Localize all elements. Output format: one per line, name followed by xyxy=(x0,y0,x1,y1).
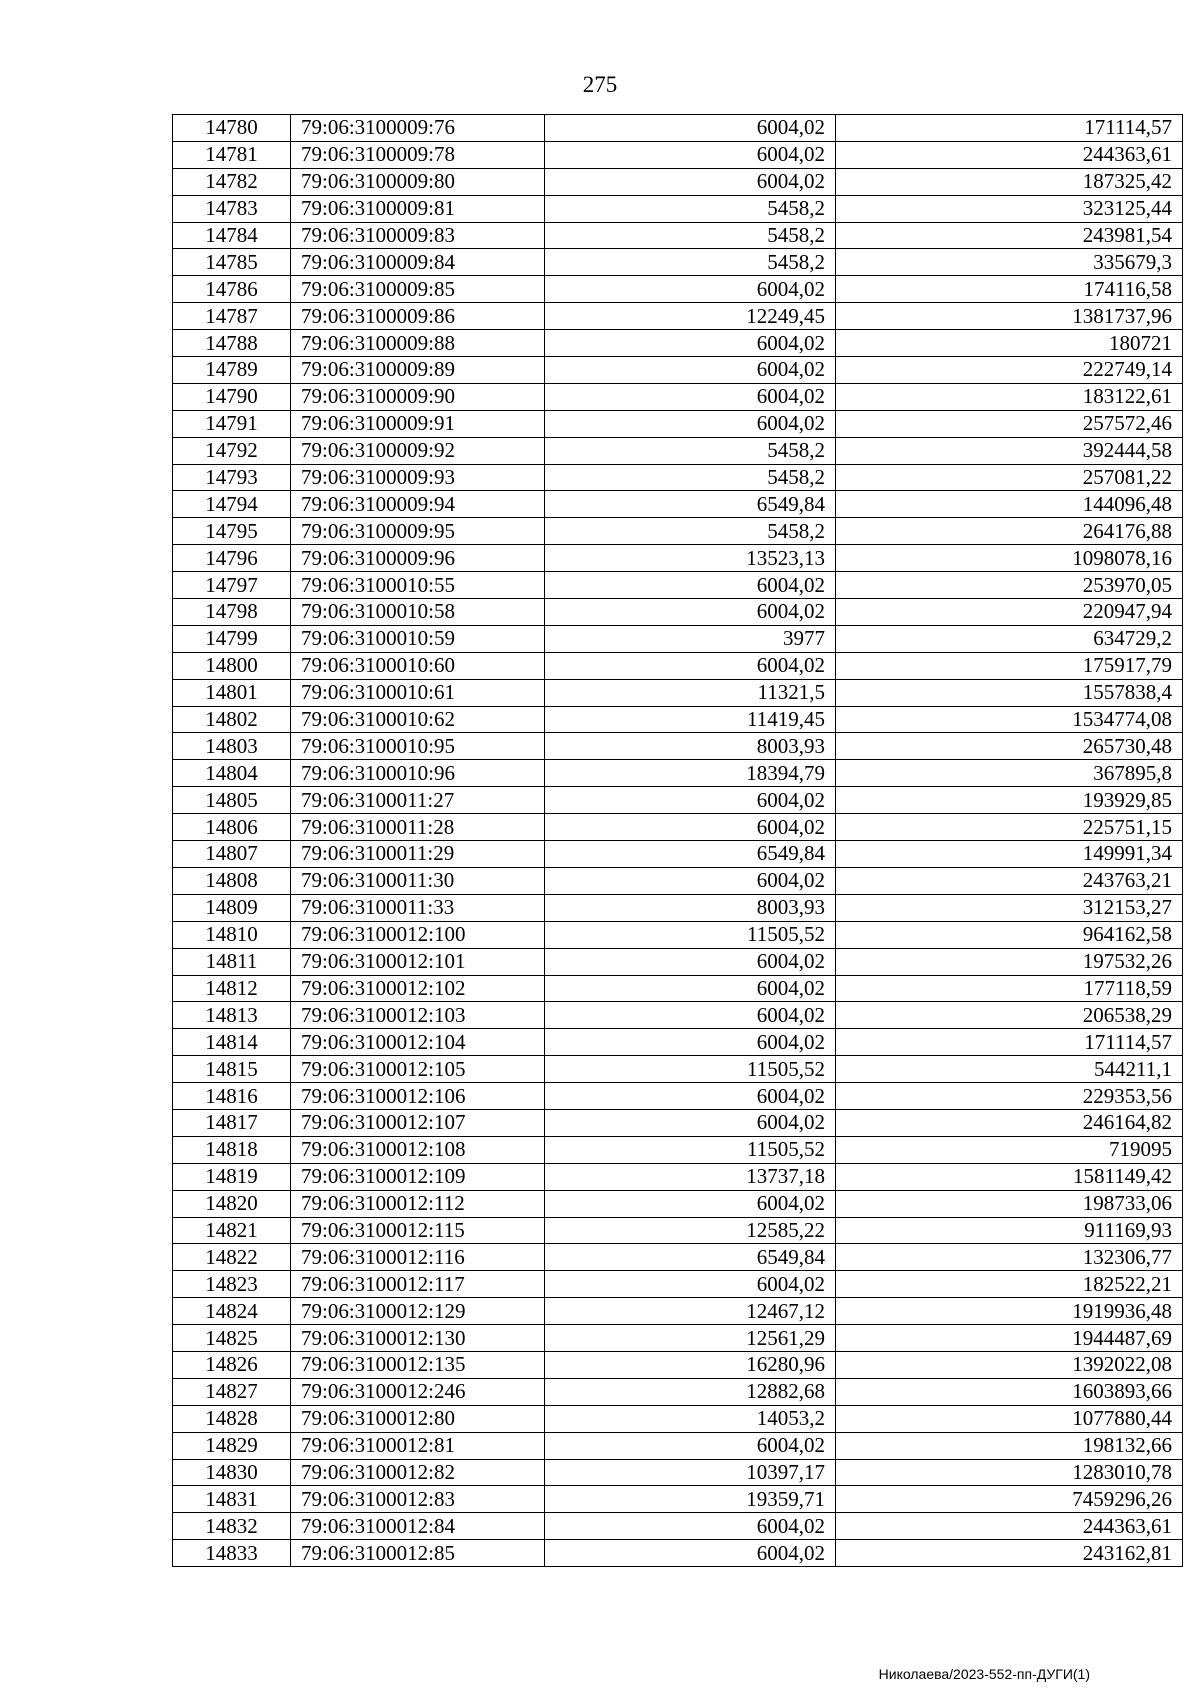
row-number-cell: 14780 xyxy=(173,115,291,142)
row-number-cell: 14828 xyxy=(173,1405,291,1432)
cadastral-number-cell: 79:06:3100009:95 xyxy=(291,518,545,545)
table-row xyxy=(173,303,1183,330)
cadastral-number-cell: 79:06:3100009:88 xyxy=(291,330,545,357)
table-row xyxy=(173,1432,1183,1459)
table-row xyxy=(173,276,1183,303)
value-cell: 719095 xyxy=(836,1136,1183,1163)
cadastral-number-cell: 79:06:3100010:55 xyxy=(291,572,545,599)
value-cell: 132306,77 xyxy=(836,1244,1183,1271)
area-cell: 6004,02 xyxy=(545,410,836,437)
area-cell: 5458,2 xyxy=(545,249,836,276)
row-number-cell: 14788 xyxy=(173,330,291,357)
table-row xyxy=(173,921,1183,948)
area-cell: 6004,02 xyxy=(545,652,836,679)
value-cell: 1392022,08 xyxy=(836,1351,1183,1378)
row-number-cell: 14786 xyxy=(173,276,291,303)
table-row xyxy=(173,1351,1183,1378)
cadastral-number-cell: 79:06:3100009:89 xyxy=(291,357,545,384)
cadastral-number-cell: 79:06:3100012:112 xyxy=(291,1190,545,1217)
row-number-cell: 14813 xyxy=(173,1002,291,1029)
row-number-cell: 14789 xyxy=(173,357,291,384)
area-cell: 6004,02 xyxy=(545,115,836,142)
table-row xyxy=(173,545,1183,572)
cadastral-number-cell: 79:06:3100012:105 xyxy=(291,1056,545,1083)
row-number-cell: 14812 xyxy=(173,975,291,1002)
row-number-cell: 14790 xyxy=(173,383,291,410)
value-cell: 264176,88 xyxy=(836,518,1183,545)
value-cell: 244363,61 xyxy=(836,1513,1183,1540)
table-row xyxy=(173,1513,1183,1540)
area-cell: 12467,12 xyxy=(545,1298,836,1325)
cadastral-number-cell: 79:06:3100012:115 xyxy=(291,1217,545,1244)
area-cell: 6549,84 xyxy=(545,1244,836,1271)
row-number-cell: 14831 xyxy=(173,1486,291,1513)
area-cell: 6004,02 xyxy=(545,1432,836,1459)
value-cell: 175917,79 xyxy=(836,652,1183,679)
row-number-cell: 14787 xyxy=(173,303,291,330)
table-row xyxy=(173,383,1183,410)
area-cell: 8003,93 xyxy=(545,733,836,760)
table-row xyxy=(173,1325,1183,1352)
row-number-cell: 14833 xyxy=(173,1540,291,1567)
value-cell: 206538,29 xyxy=(836,1002,1183,1029)
table-row xyxy=(173,867,1183,894)
row-number-cell: 14798 xyxy=(173,599,291,626)
row-number-cell: 14824 xyxy=(173,1298,291,1325)
row-number-cell: 14781 xyxy=(173,141,291,168)
table-row xyxy=(173,975,1183,1002)
area-cell: 12561,29 xyxy=(545,1325,836,1352)
area-cell: 6004,02 xyxy=(545,814,836,841)
table-row xyxy=(173,195,1183,222)
cadastral-number-cell: 79:06:3100009:85 xyxy=(291,276,545,303)
table-row xyxy=(173,249,1183,276)
value-cell: 171114,57 xyxy=(836,115,1183,142)
cadastral-number-cell: 79:06:3100011:33 xyxy=(291,894,545,921)
area-cell: 6004,02 xyxy=(545,1513,836,1540)
area-cell: 6004,02 xyxy=(545,867,836,894)
table-row xyxy=(173,1271,1183,1298)
area-cell: 5458,2 xyxy=(545,222,836,249)
cadastral-number-cell: 79:06:3100010:58 xyxy=(291,599,545,626)
value-cell: 7459296,26 xyxy=(836,1486,1183,1513)
table-row xyxy=(173,1405,1183,1432)
value-cell: 243981,54 xyxy=(836,222,1183,249)
row-number-cell: 14822 xyxy=(173,1244,291,1271)
area-cell: 11505,52 xyxy=(545,1136,836,1163)
area-cell: 6004,02 xyxy=(545,599,836,626)
area-cell: 16280,96 xyxy=(545,1351,836,1378)
table-row xyxy=(173,1163,1183,1190)
value-cell: 244363,61 xyxy=(836,141,1183,168)
value-cell: 174116,58 xyxy=(836,276,1183,303)
cadastral-number-cell: 79:06:3100009:83 xyxy=(291,222,545,249)
table-body xyxy=(173,115,1183,1567)
area-cell: 6004,02 xyxy=(545,1109,836,1136)
row-number-cell: 14804 xyxy=(173,760,291,787)
cadastral-number-cell: 79:06:3100009:76 xyxy=(291,115,545,142)
area-cell: 3977 xyxy=(545,625,836,652)
row-number-cell: 14811 xyxy=(173,948,291,975)
area-cell: 13523,13 xyxy=(545,545,836,572)
cadastral-number-cell: 79:06:3100012:80 xyxy=(291,1405,545,1432)
value-cell: 335679,3 xyxy=(836,249,1183,276)
row-number-cell: 14829 xyxy=(173,1432,291,1459)
area-cell: 6004,02 xyxy=(545,1029,836,1056)
area-cell: 11505,52 xyxy=(545,921,836,948)
cadastral-number-cell: 79:06:3100009:93 xyxy=(291,464,545,491)
value-cell: 149991,34 xyxy=(836,841,1183,868)
row-number-cell: 14784 xyxy=(173,222,291,249)
value-cell: 911169,93 xyxy=(836,1217,1183,1244)
value-cell: 180721 xyxy=(836,330,1183,357)
row-number-cell: 14791 xyxy=(173,410,291,437)
row-number-cell: 14832 xyxy=(173,1513,291,1540)
value-cell: 1077880,44 xyxy=(836,1405,1183,1432)
page-number: 275 xyxy=(582,72,618,97)
value-cell: 193929,85 xyxy=(836,787,1183,814)
value-cell: 257081,22 xyxy=(836,464,1183,491)
cadastral-number-cell: 79:06:3100012:81 xyxy=(291,1432,545,1459)
area-cell: 18394,79 xyxy=(545,760,836,787)
area-cell: 12585,22 xyxy=(545,1217,836,1244)
table-row xyxy=(173,652,1183,679)
row-number-cell: 14821 xyxy=(173,1217,291,1244)
area-cell: 12249,45 xyxy=(545,303,836,330)
row-number-cell: 14793 xyxy=(173,464,291,491)
cadastral-number-cell: 79:06:3100012:100 xyxy=(291,921,545,948)
cadastral-number-cell: 79:06:3100012:107 xyxy=(291,1109,545,1136)
area-cell: 11419,45 xyxy=(545,706,836,733)
row-number-cell: 14783 xyxy=(173,195,291,222)
area-cell: 5458,2 xyxy=(545,464,836,491)
row-number-cell: 14827 xyxy=(173,1378,291,1405)
row-number-cell: 14796 xyxy=(173,545,291,572)
value-cell: 1581149,42 xyxy=(836,1163,1183,1190)
value-cell: 222749,14 xyxy=(836,357,1183,384)
table-row xyxy=(173,1190,1183,1217)
table-row xyxy=(173,141,1183,168)
table-row xyxy=(173,948,1183,975)
area-cell: 11321,5 xyxy=(545,679,836,706)
value-cell: 171114,57 xyxy=(836,1029,1183,1056)
table-row xyxy=(173,1109,1183,1136)
table-row xyxy=(173,1136,1183,1163)
cadastral-number-cell: 79:06:3100010:59 xyxy=(291,625,545,652)
cadastral-number-cell: 79:06:3100012:103 xyxy=(291,1002,545,1029)
row-number-cell: 14797 xyxy=(173,572,291,599)
row-number-cell: 14807 xyxy=(173,841,291,868)
value-cell: 198733,06 xyxy=(836,1190,1183,1217)
cadastral-number-cell: 79:06:3100012:135 xyxy=(291,1351,545,1378)
area-cell: 6004,02 xyxy=(545,572,836,599)
area-cell: 6004,02 xyxy=(545,383,836,410)
row-number-cell: 14792 xyxy=(173,437,291,464)
area-cell: 5458,2 xyxy=(545,437,836,464)
value-cell: 177118,59 xyxy=(836,975,1183,1002)
cadastral-number-cell: 79:06:3100009:81 xyxy=(291,195,545,222)
value-cell: 243763,21 xyxy=(836,867,1183,894)
value-cell: 367895,8 xyxy=(836,760,1183,787)
value-cell: 1098078,16 xyxy=(836,545,1183,572)
row-number-cell: 14814 xyxy=(173,1029,291,1056)
cadastral-number-cell: 79:06:3100012:130 xyxy=(291,1325,545,1352)
cadastral-number-cell: 79:06:3100012:109 xyxy=(291,1163,545,1190)
table-row xyxy=(173,1056,1183,1083)
cadastral-number-cell: 79:06:3100012:82 xyxy=(291,1459,545,1486)
area-cell: 6004,02 xyxy=(545,1002,836,1029)
cadastral-table xyxy=(172,114,1183,1567)
value-cell: 544211,1 xyxy=(836,1056,1183,1083)
row-number-cell: 14809 xyxy=(173,894,291,921)
table-row xyxy=(173,491,1183,518)
area-cell: 11505,52 xyxy=(545,1056,836,1083)
table-row xyxy=(173,841,1183,868)
cadastral-number-cell: 79:06:3100010:60 xyxy=(291,652,545,679)
cadastral-number-cell: 79:06:3100009:94 xyxy=(291,491,545,518)
cadastral-number-cell: 79:06:3100009:86 xyxy=(291,303,545,330)
cadastral-number-cell: 79:06:3100012:104 xyxy=(291,1029,545,1056)
table-row xyxy=(173,1002,1183,1029)
area-cell: 6004,02 xyxy=(545,1271,836,1298)
cadastral-number-cell: 79:06:3100012:101 xyxy=(291,948,545,975)
value-cell: 229353,56 xyxy=(836,1083,1183,1110)
value-cell: 220947,94 xyxy=(836,599,1183,626)
value-cell: 182522,21 xyxy=(836,1271,1183,1298)
table-row xyxy=(173,1083,1183,1110)
row-number-cell: 14803 xyxy=(173,733,291,760)
cadastral-number-cell: 79:06:3100012:129 xyxy=(291,1298,545,1325)
value-cell: 392444,58 xyxy=(836,437,1183,464)
cadastral-number-cell: 79:06:3100009:90 xyxy=(291,383,545,410)
cadastral-number-cell: 79:06:3100009:96 xyxy=(291,545,545,572)
row-number-cell: 14785 xyxy=(173,249,291,276)
table-row xyxy=(173,410,1183,437)
table-row xyxy=(173,1244,1183,1271)
row-number-cell: 14800 xyxy=(173,652,291,679)
value-cell: 225751,15 xyxy=(836,814,1183,841)
row-number-cell: 14806 xyxy=(173,814,291,841)
table-row xyxy=(173,1540,1183,1567)
row-number-cell: 14819 xyxy=(173,1163,291,1190)
cadastral-number-cell: 79:06:3100012:108 xyxy=(291,1136,545,1163)
row-number-cell: 14799 xyxy=(173,625,291,652)
table-row xyxy=(173,518,1183,545)
row-number-cell: 14808 xyxy=(173,867,291,894)
value-cell: 187325,42 xyxy=(836,168,1183,195)
area-cell: 13737,18 xyxy=(545,1163,836,1190)
row-number-cell: 14794 xyxy=(173,491,291,518)
cadastral-number-cell: 79:06:3100009:91 xyxy=(291,410,545,437)
table-row xyxy=(173,437,1183,464)
value-cell: 634729,2 xyxy=(836,625,1183,652)
cadastral-number-cell: 79:06:3100011:28 xyxy=(291,814,545,841)
cadastral-number-cell: 79:06:3100010:61 xyxy=(291,679,545,706)
row-number-cell: 14801 xyxy=(173,679,291,706)
row-number-cell: 14826 xyxy=(173,1351,291,1378)
area-cell: 6004,02 xyxy=(545,276,836,303)
value-cell: 246164,82 xyxy=(836,1109,1183,1136)
cadastral-number-cell: 79:06:3100012:83 xyxy=(291,1486,545,1513)
area-cell: 6004,02 xyxy=(545,975,836,1002)
row-number-cell: 14817 xyxy=(173,1109,291,1136)
table-row xyxy=(173,894,1183,921)
value-cell: 1557838,4 xyxy=(836,679,1183,706)
row-number-cell: 14815 xyxy=(173,1056,291,1083)
value-cell: 323125,44 xyxy=(836,195,1183,222)
table-row xyxy=(173,625,1183,652)
cadastral-number-cell: 79:06:3100009:84 xyxy=(291,249,545,276)
cadastral-number-cell: 79:06:3100010:62 xyxy=(291,706,545,733)
value-cell: 1919936,48 xyxy=(836,1298,1183,1325)
row-number-cell: 14820 xyxy=(173,1190,291,1217)
cadastral-number-cell: 79:06:3100012:84 xyxy=(291,1513,545,1540)
cadastral-number-cell: 79:06:3100009:92 xyxy=(291,437,545,464)
value-cell: 257572,46 xyxy=(836,410,1183,437)
table-row xyxy=(173,1298,1183,1325)
table-row xyxy=(173,706,1183,733)
value-cell: 183122,61 xyxy=(836,383,1183,410)
cadastral-number-cell: 79:06:3100010:96 xyxy=(291,760,545,787)
cadastral-number-cell: 79:06:3100009:78 xyxy=(291,141,545,168)
area-cell: 6004,02 xyxy=(545,141,836,168)
table-row xyxy=(173,679,1183,706)
row-number-cell: 14825 xyxy=(173,1325,291,1352)
cadastral-number-cell: 79:06:3100010:95 xyxy=(291,733,545,760)
table-row xyxy=(173,222,1183,249)
value-cell: 1283010,78 xyxy=(836,1459,1183,1486)
value-cell: 198132,66 xyxy=(836,1432,1183,1459)
table-row xyxy=(173,1459,1183,1486)
row-number-cell: 14830 xyxy=(173,1459,291,1486)
area-cell: 6004,02 xyxy=(545,948,836,975)
value-cell: 1534774,08 xyxy=(836,706,1183,733)
value-cell: 144096,48 xyxy=(836,491,1183,518)
footer-reference: Николаева/2023-552-пп-ДУГИ(1) xyxy=(878,1666,1090,1682)
cadastral-number-cell: 79:06:3100012:246 xyxy=(291,1378,545,1405)
table-row xyxy=(173,464,1183,491)
cadastral-number-cell: 79:06:3100012:106 xyxy=(291,1083,545,1110)
table-row xyxy=(173,733,1183,760)
table-row xyxy=(173,330,1183,357)
area-cell: 6004,02 xyxy=(545,168,836,195)
area-cell: 5458,2 xyxy=(545,195,836,222)
value-cell: 1603893,66 xyxy=(836,1378,1183,1405)
table-row xyxy=(173,599,1183,626)
row-number-cell: 14795 xyxy=(173,518,291,545)
cadastral-number-cell: 79:06:3100012:85 xyxy=(291,1540,545,1567)
row-number-cell: 14782 xyxy=(173,168,291,195)
table-row xyxy=(173,760,1183,787)
cadastral-number-cell: 79:06:3100009:80 xyxy=(291,168,545,195)
table-row xyxy=(173,1378,1183,1405)
area-cell: 6004,02 xyxy=(545,1083,836,1110)
value-cell: 312153,27 xyxy=(836,894,1183,921)
table-row xyxy=(173,1486,1183,1513)
area-cell: 6004,02 xyxy=(545,330,836,357)
cadastral-number-cell: 79:06:3100011:27 xyxy=(291,787,545,814)
area-cell: 6549,84 xyxy=(545,841,836,868)
area-cell: 8003,93 xyxy=(545,894,836,921)
area-cell: 6004,02 xyxy=(545,1540,836,1567)
table-row xyxy=(173,1029,1183,1056)
value-cell: 265730,48 xyxy=(836,733,1183,760)
area-cell: 5458,2 xyxy=(545,518,836,545)
cadastral-number-cell: 79:06:3100011:30 xyxy=(291,867,545,894)
cadastral-number-cell: 79:06:3100012:116 xyxy=(291,1244,545,1271)
area-cell: 10397,17 xyxy=(545,1459,836,1486)
table-row xyxy=(173,1217,1183,1244)
table-row xyxy=(173,787,1183,814)
area-cell: 6549,84 xyxy=(545,491,836,518)
area-cell: 6004,02 xyxy=(545,357,836,384)
area-cell: 12882,68 xyxy=(545,1378,836,1405)
area-cell: 14053,2 xyxy=(545,1405,836,1432)
table-row xyxy=(173,572,1183,599)
value-cell: 253970,05 xyxy=(836,572,1183,599)
row-number-cell: 14810 xyxy=(173,921,291,948)
row-number-cell: 14818 xyxy=(173,1136,291,1163)
value-cell: 964162,58 xyxy=(836,921,1183,948)
value-cell: 1381737,96 xyxy=(836,303,1183,330)
value-cell: 1944487,69 xyxy=(836,1325,1183,1352)
cadastral-number-cell: 79:06:3100011:29 xyxy=(291,841,545,868)
table-row xyxy=(173,168,1183,195)
row-number-cell: 14816 xyxy=(173,1083,291,1110)
table-row xyxy=(173,115,1183,142)
row-number-cell: 14802 xyxy=(173,706,291,733)
area-cell: 6004,02 xyxy=(545,787,836,814)
table-row xyxy=(173,814,1183,841)
row-number-cell: 14805 xyxy=(173,787,291,814)
value-cell: 243162,81 xyxy=(836,1540,1183,1567)
value-cell: 197532,26 xyxy=(836,948,1183,975)
area-cell: 19359,71 xyxy=(545,1486,836,1513)
area-cell: 6004,02 xyxy=(545,1190,836,1217)
cadastral-number-cell: 79:06:3100012:117 xyxy=(291,1271,545,1298)
cadastral-number-cell: 79:06:3100012:102 xyxy=(291,975,545,1002)
table-row xyxy=(173,357,1183,384)
row-number-cell: 14823 xyxy=(173,1271,291,1298)
